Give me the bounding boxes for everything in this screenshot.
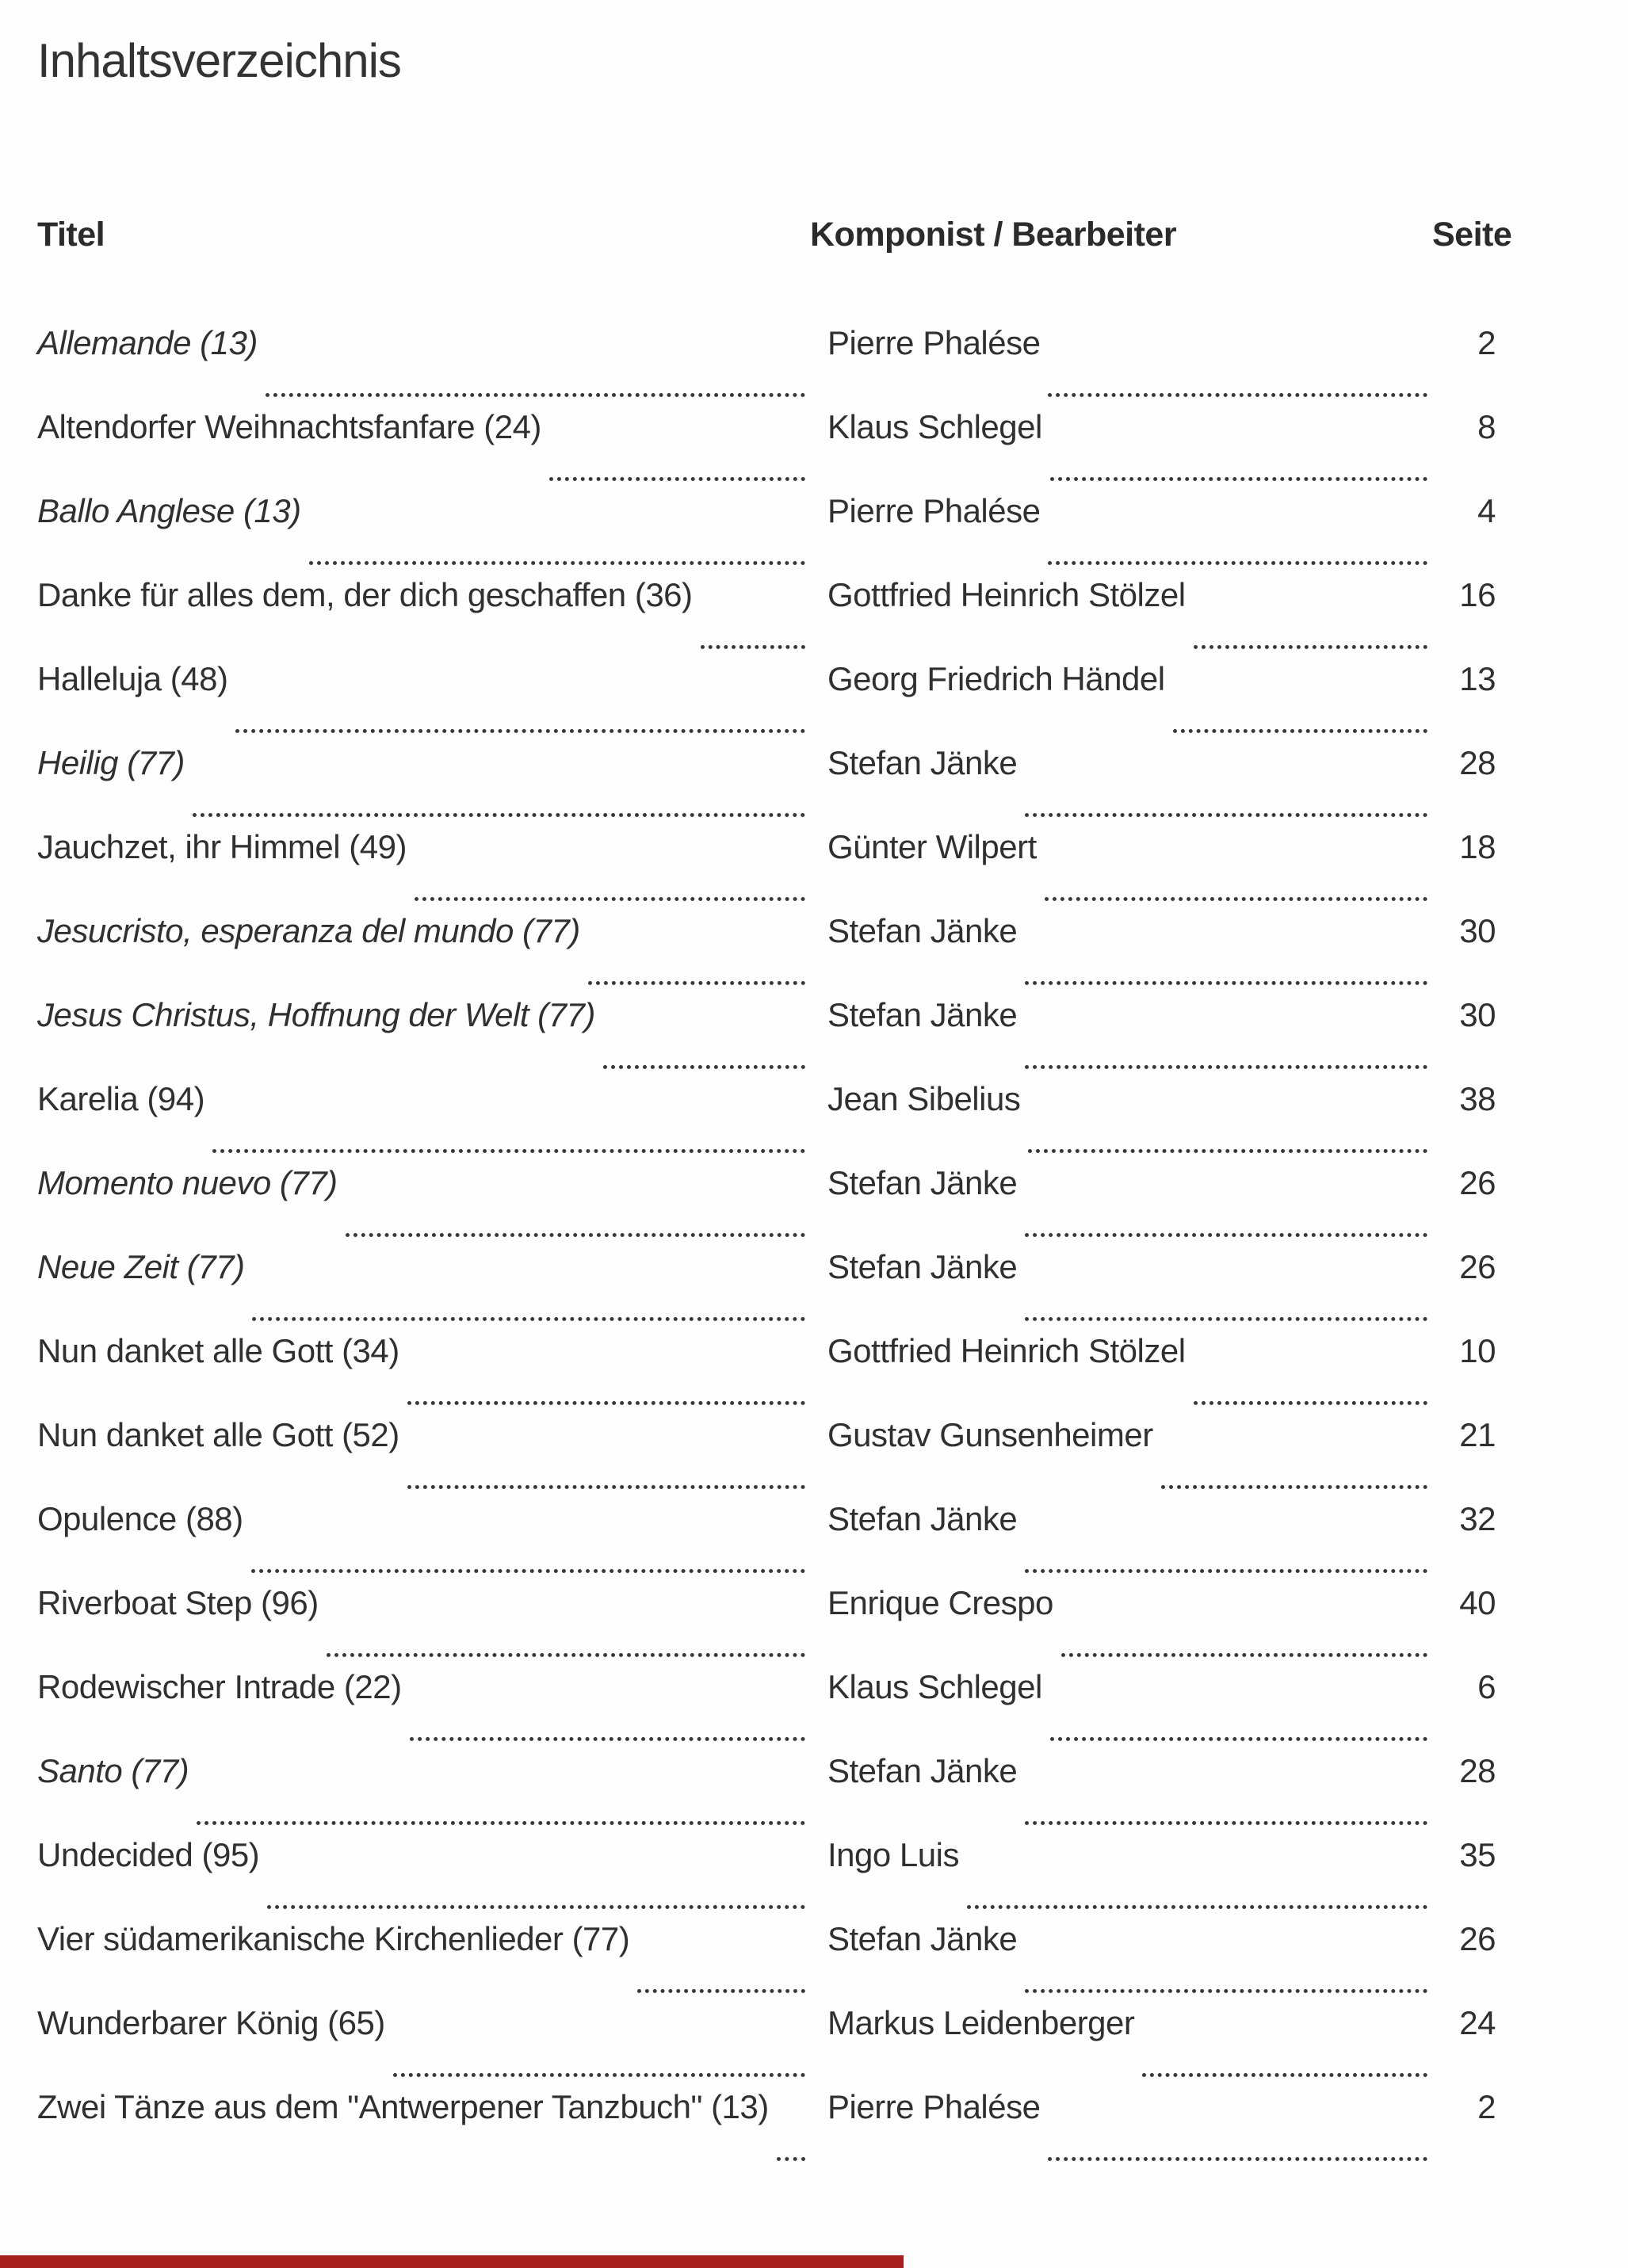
- toc-row: [37, 1247, 1496, 1331]
- dot-leader: [235, 729, 805, 733]
- entry-composer-cell: [810, 1499, 1432, 1583]
- entry-title-cell: [37, 1751, 810, 1835]
- entry-composer: Markus Leidenberger: [827, 2004, 1135, 2041]
- entry-page-number: 40: [1459, 1584, 1496, 1621]
- entry-composer-cell: [810, 1583, 1432, 1667]
- column-header-titel: Titel: [37, 216, 105, 254]
- dot-leader: [266, 393, 805, 397]
- toc-row: [37, 575, 1496, 659]
- entry-title: Altendorfer Weihnachtsfanfare (24): [37, 408, 541, 445]
- entry-composer-cell: [810, 1331, 1432, 1415]
- entry-composer-cell: [810, 743, 1432, 827]
- entry-page-number: 8: [1477, 408, 1496, 445]
- entry-page-number: 28: [1459, 744, 1496, 781]
- dot-leader: [407, 1485, 805, 1489]
- entry-page-number: 18: [1459, 828, 1496, 865]
- entry-title: Undecided (95): [37, 1836, 260, 1873]
- dot-leader: [1048, 2157, 1427, 2161]
- entry-page-number: 38: [1459, 1080, 1496, 1117]
- entry-composer: Ingo Luis: [827, 1836, 959, 1873]
- entry-title-cell: [37, 1499, 810, 1583]
- toc-row: [37, 323, 1496, 407]
- entry-title: Vier südamerikanische Kirchenlieder (77): [37, 1920, 630, 1957]
- entry-composer: Stefan Jänke: [827, 744, 1018, 781]
- dot-leader: [1050, 1737, 1427, 1741]
- dot-leader: [701, 645, 805, 649]
- toc-row: [37, 491, 1496, 575]
- entry-composer-cell: [810, 2003, 1432, 2087]
- dot-leader: [267, 1905, 805, 1909]
- entry-composer: Klaus Schlegel: [827, 408, 1042, 445]
- entry-title-cell: [37, 1667, 810, 1751]
- page-title: Inhaltsverzeichnis: [37, 34, 401, 87]
- dot-leader: [410, 1737, 805, 1741]
- dot-leader: [1025, 1821, 1427, 1825]
- entry-title: Ballo Anglese (13): [37, 492, 301, 529]
- entry-composer-cell: [810, 1163, 1432, 1247]
- entry-composer-cell: [810, 995, 1432, 1079]
- dot-leader: [1025, 1989, 1427, 1993]
- entry-title-cell: [37, 659, 810, 743]
- entry-composer-cell: [810, 407, 1432, 491]
- entry-title-cell: [37, 995, 810, 1079]
- entry-composer-cell: [810, 323, 1432, 407]
- toc-row: [37, 1499, 1496, 1583]
- entry-composer: Stefan Jänke: [827, 996, 1018, 1033]
- toc-row: [37, 911, 1496, 995]
- toc-row: [37, 1919, 1496, 2003]
- entry-title-cell: [37, 575, 810, 659]
- toc-row: [37, 2003, 1496, 2087]
- dot-leader: [212, 1149, 805, 1153]
- entry-title: Wunderbarer König (65): [37, 2004, 385, 2041]
- entry-composer-cell: [810, 1079, 1432, 1163]
- entry-composer: Pierre Phalése: [827, 324, 1041, 361]
- entry-title: Nun danket alle Gott (52): [37, 1416, 399, 1453]
- entry-title-cell: [37, 1415, 810, 1499]
- entry-page-number: 4: [1477, 492, 1496, 529]
- entry-page-number: 26: [1459, 1920, 1496, 1957]
- dot-leader: [327, 1653, 805, 1657]
- toc-row: [37, 1583, 1496, 1667]
- entry-title-cell: [37, 1331, 810, 1415]
- entry-title: Momento nuevo (77): [37, 1164, 338, 1201]
- entry-composer-cell: [810, 911, 1432, 995]
- footer-accent-bar: [0, 2255, 904, 2268]
- entry-title-cell: [37, 323, 810, 407]
- entry-title: Karelia (94): [37, 1080, 205, 1117]
- entry-title: Nun danket alle Gott (34): [37, 1332, 399, 1369]
- entry-composer: Stefan Jänke: [827, 1164, 1018, 1201]
- entry-page-number: 30: [1459, 996, 1496, 1033]
- dot-leader: [1173, 729, 1427, 733]
- entry-page-number: 2: [1477, 324, 1496, 361]
- entry-composer-cell: [810, 827, 1432, 911]
- entry-title-cell: [37, 407, 810, 491]
- toc-row: [37, 1163, 1496, 1247]
- entry-page-number: 30: [1459, 912, 1496, 949]
- toc-row: [37, 1667, 1496, 1751]
- column-header-komponist-bearbeiter: Komponist / Bearbeiter: [810, 216, 1177, 254]
- entry-page-number: 16: [1459, 576, 1496, 613]
- entry-title-cell: [37, 1079, 810, 1163]
- entry-title-cell: [37, 1247, 810, 1331]
- entry-page-number: 24: [1459, 2004, 1496, 2041]
- dot-leader: [251, 1569, 805, 1573]
- dot-leader: [1025, 813, 1427, 817]
- entry-composer: Klaus Schlegel: [827, 1668, 1042, 1705]
- entry-title-cell: [37, 827, 810, 911]
- dot-leader: [1025, 1233, 1427, 1237]
- dot-leader: [393, 2073, 805, 2077]
- dot-leader: [252, 1317, 805, 1321]
- entry-page-number: 28: [1459, 1752, 1496, 1789]
- entry-title-cell: [37, 2003, 810, 2087]
- entry-page-number: 13: [1459, 660, 1496, 697]
- entry-composer-cell: [810, 1667, 1432, 1751]
- toc-entries: [37, 323, 1496, 2171]
- entry-composer: Jean Sibelius: [827, 1080, 1021, 1117]
- entry-title: Heilig (77): [37, 744, 185, 781]
- toc-row: [37, 743, 1496, 827]
- dot-leader: [1045, 897, 1427, 901]
- entry-composer: Pierre Phalése: [827, 492, 1041, 529]
- dot-leader: [1048, 393, 1427, 397]
- toc-row: [37, 659, 1496, 743]
- toc-row: [37, 1751, 1496, 1835]
- dot-leader: [637, 1989, 805, 1993]
- toc-header-row: [37, 216, 1512, 254]
- dot-leader: [967, 1905, 1427, 1909]
- toc-row: [37, 1415, 1496, 1499]
- dot-leader: [346, 1233, 805, 1237]
- entry-page-number: 21: [1459, 1416, 1496, 1453]
- entry-composer: Enrique Crespo: [827, 1584, 1053, 1621]
- entry-title-cell: [37, 743, 810, 827]
- entry-title: Santo (77): [37, 1752, 189, 1789]
- toc-row: [37, 995, 1496, 1079]
- entry-page-number: 32: [1459, 1500, 1496, 1537]
- entry-composer-cell: [810, 1247, 1432, 1331]
- entry-page-number: 6: [1477, 1668, 1496, 1705]
- entry-title: Neue Zeit (77): [37, 1248, 245, 1285]
- entry-composer: Stefan Jänke: [827, 1248, 1018, 1285]
- entry-composer: Günter Wilpert: [827, 828, 1037, 865]
- entry-title: Jauchzet, ihr Himmel (49): [37, 828, 407, 865]
- entry-title-cell: [37, 1835, 810, 1919]
- dot-leader: [193, 813, 805, 817]
- dot-leader: [309, 561, 805, 565]
- dot-leader: [1028, 1149, 1427, 1153]
- dot-leader: [777, 2157, 805, 2161]
- dot-leader: [1048, 561, 1427, 565]
- dot-leader: [407, 1401, 805, 1405]
- entry-title: Jesucristo, esperanza del mundo (77): [37, 912, 580, 949]
- entry-composer-cell: [810, 1919, 1432, 2003]
- dot-leader: [588, 981, 805, 985]
- dot-leader: [197, 1821, 805, 1825]
- entry-composer-cell: [810, 1415, 1432, 1499]
- entry-composer: Gustav Gunsenheimer: [827, 1416, 1153, 1453]
- entry-composer: Gottfried Heinrich Stölzel: [827, 1332, 1186, 1369]
- dot-leader: [1161, 1485, 1427, 1489]
- entry-page-number: 26: [1459, 1164, 1496, 1201]
- dot-leader: [549, 477, 805, 481]
- dot-leader: [1050, 477, 1427, 481]
- entry-title: Halleluja (48): [37, 660, 228, 697]
- table-of-contents: [37, 216, 1512, 2171]
- toc-row: [37, 407, 1496, 491]
- entry-page-number: 2: [1477, 2088, 1496, 2125]
- entry-composer: Pierre Phalése: [827, 2088, 1041, 2125]
- entry-title: Zwei Tänze aus dem "Antwerpener Tanzbuch" (13): [37, 2088, 769, 2125]
- entry-composer-cell: [810, 1835, 1432, 1919]
- entry-composer-cell: [810, 2087, 1432, 2171]
- entry-title: Riverboat Step (96): [37, 1584, 319, 1621]
- entry-composer: Stefan Jänke: [827, 1920, 1018, 1957]
- entry-composer: Stefan Jänke: [827, 912, 1018, 949]
- entry-title-cell: [37, 491, 810, 575]
- entry-composer: Gottfried Heinrich Stölzel: [827, 576, 1186, 613]
- entry-title: Rodewischer Intrade (22): [37, 1668, 402, 1705]
- entry-composer-cell: [810, 491, 1432, 575]
- entry-composer: Georg Friedrich Händel: [827, 660, 1165, 697]
- entry-title-cell: [37, 911, 810, 995]
- dot-leader: [1142, 2073, 1427, 2077]
- entry-title: Jesus Christus, Hoffnung der Welt (77): [37, 996, 595, 1033]
- entry-composer-cell: [810, 1751, 1432, 1835]
- dot-leader: [1194, 1401, 1427, 1405]
- dot-leader: [415, 897, 805, 901]
- entry-composer-cell: [810, 659, 1432, 743]
- dot-leader: [1061, 1653, 1427, 1657]
- entry-page-number: 10: [1459, 1332, 1496, 1369]
- dot-leader: [1025, 1569, 1427, 1573]
- entry-page-number: 26: [1459, 1248, 1496, 1285]
- entry-composer: Stefan Jänke: [827, 1752, 1018, 1789]
- entry-title-cell: [37, 1919, 810, 2003]
- dot-leader: [603, 1065, 805, 1069]
- toc-row: [37, 827, 1496, 911]
- entry-title-cell: [37, 1583, 810, 1667]
- entry-title-cell: [37, 1163, 810, 1247]
- dot-leader: [1025, 1317, 1427, 1321]
- toc-row: [37, 1331, 1496, 1415]
- entry-composer-cell: [810, 575, 1432, 659]
- entry-title: Opulence (88): [37, 1500, 243, 1537]
- entry-composer: Stefan Jänke: [827, 1500, 1018, 1537]
- toc-row: [37, 2087, 1496, 2171]
- toc-row: [37, 1835, 1496, 1919]
- entry-title-cell: [37, 2087, 810, 2171]
- dot-leader: [1025, 981, 1427, 985]
- dot-leader: [1025, 1065, 1427, 1069]
- column-header-seite: Seite: [1432, 216, 1512, 254]
- toc-row: [37, 1079, 1496, 1163]
- entry-title: Allemande (13): [37, 324, 258, 361]
- dot-leader: [1194, 645, 1427, 649]
- entry-page-number: 35: [1459, 1836, 1496, 1873]
- entry-title: Danke für alles dem, der dich geschaffen (36): [37, 576, 693, 613]
